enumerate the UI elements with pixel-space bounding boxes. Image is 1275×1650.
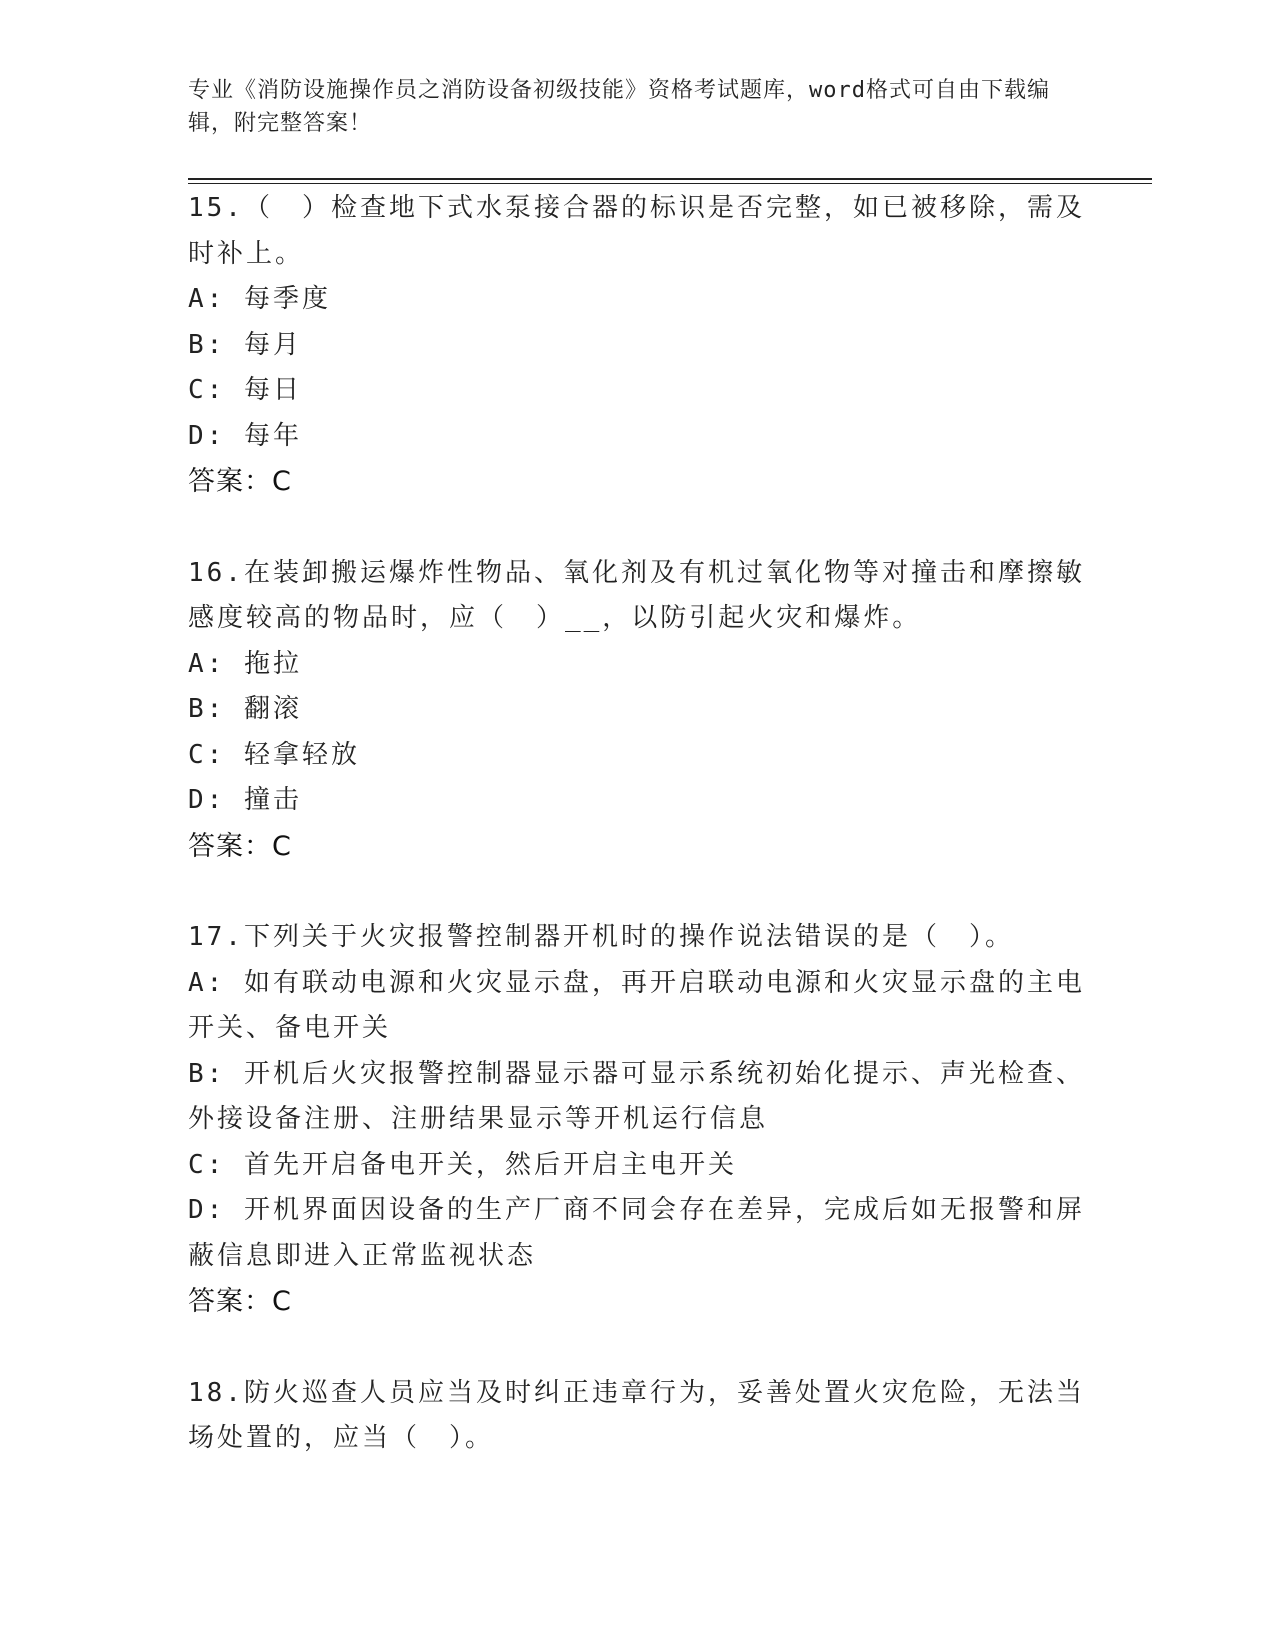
answer-line: 答案：C — [188, 466, 292, 497]
question-stem: 17.下列关于火灾报警控制器开机时的操作说法错误的是（ ）。 — [188, 922, 1014, 952]
option-b: B: 开机后火灾报警控制器显示器可显示系统初始化提示、声光检查、外接设备注册、注册结果显示等开机运行信息 — [188, 1058, 1085, 1134]
document-intro: 专业《消防设施操作员之消防设备初级技能》资格考试题库，word格式可自由下载编辑，附完整答案！ — [188, 78, 1050, 136]
option-c: C: 轻拿轻放 — [188, 739, 360, 770]
option-b: B: 翻滚 — [188, 694, 302, 724]
option-c: C: 首先开启备电开关，然后开启主电开关 — [188, 1149, 737, 1180]
option-d: D: 每年 — [188, 420, 302, 451]
question-stem: 16.在装卸搬运爆炸性物品、氧化剂及有机过氧化物等对撞击和摩擦敏感度较高的物品时，应（ ）__，以防引起火灾和爆炸。 — [188, 557, 1085, 633]
option-c: C: 每日 — [188, 375, 302, 405]
question-stem: 15.（ ）检查地下式水泵接合器的标识是否完整，如已被移除，需及时补上。 — [188, 193, 1085, 269]
header-divider-thin — [188, 183, 1152, 184]
answer-line: 答案：C — [188, 1286, 292, 1317]
option-a: A: 每季度 — [188, 284, 331, 314]
answer-line: 答案：C — [188, 830, 292, 862]
question-stem: 18.防火巡查人员应当及时纠正违章行为，妥善处置火灾危险，无法当场处置的，应当（ ）。 — [188, 1377, 1085, 1453]
option-a: A: 如有联动电源和火灾显示盘，再开启联动电源和火灾显示盘的主电开关、备电开关 — [188, 967, 1085, 1043]
option-b: B: 每月 — [188, 329, 302, 360]
question-15 — [188, 186, 1088, 505]
question-16 — [188, 551, 1088, 870]
option-a: A: 拖拉 — [188, 648, 302, 679]
question-17 — [188, 915, 1088, 1325]
option-d: D: 撞击 — [188, 785, 302, 815]
question-list — [188, 186, 1088, 1462]
question-18 — [188, 1371, 1088, 1462]
header-divider-thick — [188, 178, 1152, 180]
option-d: D: 开机界面因设备的生产厂商不同会存在差异，完成后如无报警和屏蔽信息即进入正常监视状态 — [188, 1195, 1085, 1271]
